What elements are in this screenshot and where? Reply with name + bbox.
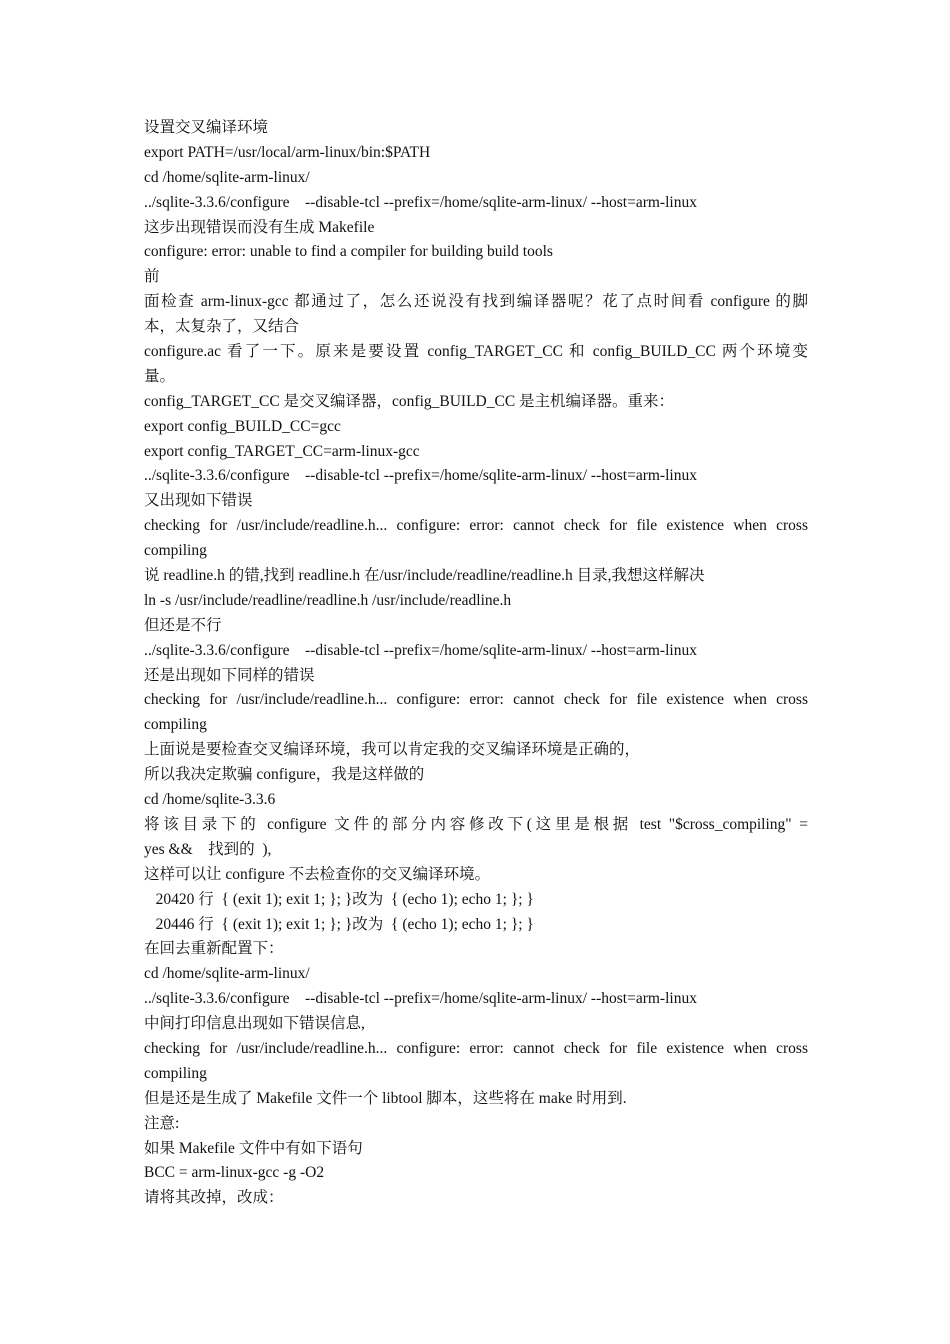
text-line: ../sqlite-3.3.6/configure --disable-tcl --prefix=/home/sqlite-arm-linux/ --host=arm-linux (144, 990, 697, 1008)
text-line: cd /home/sqlite-arm-linux/ (144, 965, 310, 983)
text-line: cd /home/sqlite-3.3.6 (144, 791, 276, 809)
text-line: yes && 找到的 ), (144, 840, 272, 858)
text-line: checking for /usr/include/readline.h... configure: error: cannot check for file existence when cross (144, 691, 808, 709)
text-line: ../sqlite-3.3.6/configure --disable-tcl --prefix=/home/sqlite-arm-linux/ --host=arm-linux (144, 193, 697, 211)
text-line: 20420 行 { (exit 1); exit 1; }; }改为 { (echo 1); echo 1; }; } (144, 890, 534, 908)
text-line: configure.ac 看了一下。原来是要设置 config_TARGET_CC 和 config_BUILD_CC 两个环境变 (144, 343, 808, 361)
text-line: 量。 (144, 367, 176, 385)
text-line: checking for /usr/include/readline.h... configure: error: cannot check for file existence when cross (144, 1039, 808, 1057)
text-line: 将该目录下的 configure 文件的部分内容修改下(这里是根据 test "$cross_compiling" = (144, 815, 808, 833)
text-line: export config_BUILD_CC=gcc (144, 417, 341, 435)
document-body (144, 116, 808, 1211)
text-line: compiling (144, 716, 207, 734)
text-line: cd /home/sqlite-arm-linux/ (144, 168, 310, 186)
text-line: ../sqlite-3.3.6/configure --disable-tcl --prefix=/home/sqlite-arm-linux/ --host=arm-linux (144, 641, 697, 659)
text-line: 请将其改掉，改成： (144, 1189, 284, 1207)
text-line: 但还是不行 (144, 616, 222, 634)
text-line: 还是出现如下同样的错误 (144, 666, 315, 684)
text-line: 注意: (144, 1114, 180, 1132)
text-line: 前 (144, 268, 160, 286)
text-line: 这步出现错误而没有生成 Makefile (144, 218, 375, 236)
text-line: export PATH=/usr/local/arm-linux/bin:$PATH (144, 143, 431, 161)
text-line: ln -s /usr/include/readline/readline.h /usr/include/readline.h (144, 591, 512, 609)
text-line: compiling (144, 1064, 207, 1082)
text-line: checking for /usr/include/readline.h... configure: error: cannot check for file existence when cross (144, 517, 808, 535)
text-line: 又出现如下错误 (144, 492, 253, 510)
text-line: config_TARGET_CC 是交叉编译器，config_BUILD_CC 是主机编译器。重来： (144, 392, 675, 410)
text-line: 20446 行 { (exit 1); exit 1; }; }改为 { (echo 1); echo 1; }; } (144, 915, 534, 933)
text-line: 中间打印信息出现如下错误信息, (144, 1015, 365, 1033)
text-line: configure: error: unable to find a compiler for building build tools (144, 243, 553, 261)
text-line: compiling (144, 542, 207, 560)
text-line: export config_TARGET_CC=arm-linux-gcc (144, 442, 420, 460)
text-line: 所以我决定欺骗 configure，我是这样做的 (144, 766, 425, 784)
text-line: 上面说是要检查交叉编译环境，我可以肯定我的交叉编译环境是正确的， (144, 741, 641, 759)
text-line: BCC = arm-linux-gcc -g -O2 (144, 1164, 325, 1182)
text-line: ../sqlite-3.3.6/configure --disable-tcl --prefix=/home/sqlite-arm-linux/ --host=arm-linux (144, 467, 697, 485)
text-line: 面检查 arm-linux-gcc 都通过了，怎么还说没有找到编译器呢？花了点时间看 configure 的脚 (144, 293, 808, 311)
text-line: 本，太复杂了，又结合 (144, 318, 300, 336)
text-line: 在回去重新配置下： (144, 940, 284, 958)
text-line: 说 readline.h 的错,找到 readline.h 在/usr/include/readline/readline.h 目录,我想这样解决 (144, 567, 705, 585)
text-line: 设置交叉编译环境 (144, 119, 269, 136)
text-line: 如果 Makefile 文件中有如下语句 (144, 1139, 363, 1157)
text-line: 但是还是生成了 Makefile 文件一个 libtool 脚本，这些将在 make 时用到. (144, 1089, 627, 1107)
text-line: 这样可以让 configure 不去检查你的交叉编译环境。 (144, 865, 491, 883)
